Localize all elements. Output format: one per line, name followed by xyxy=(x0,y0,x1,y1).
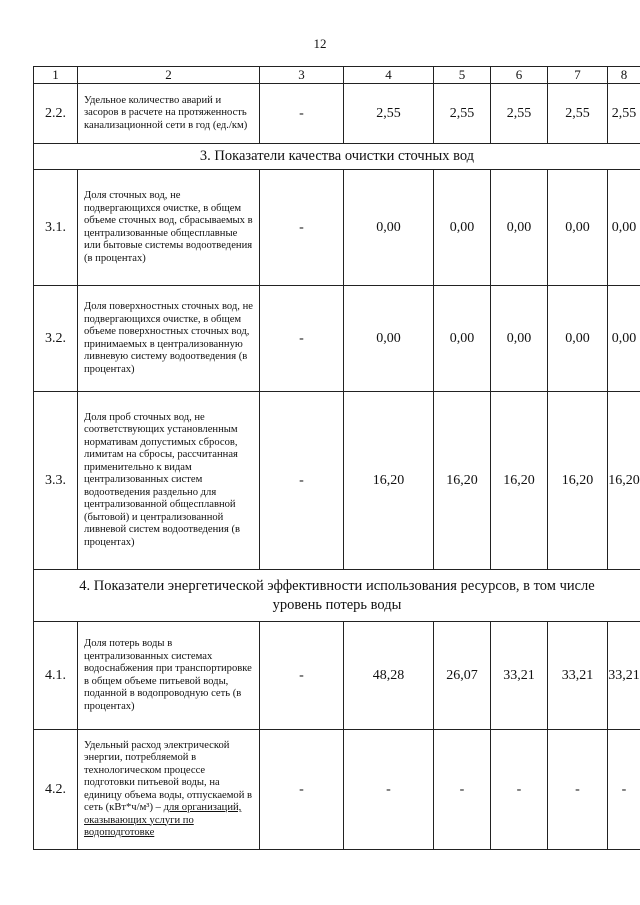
value-cell: 16,20 xyxy=(548,392,608,570)
table-row xyxy=(34,622,640,730)
value-cell: 2,55 xyxy=(344,84,434,144)
value-cell: 33,21 xyxy=(548,622,608,730)
col-header: 2 xyxy=(78,67,260,84)
indicator-name: Удельное количество аварий и засоров в расчете на протяженность канализационной сети в год (ед./км) xyxy=(78,84,260,144)
value-cell: 33,21 xyxy=(491,622,548,730)
value-cell: - xyxy=(434,730,491,850)
value-cell: 0,00 xyxy=(434,170,491,286)
section-title: 4. Показатели энергетической эффективности использования ресурсов, в том числе уровень потерь воды xyxy=(34,570,640,622)
value-cell: 2,55 xyxy=(434,84,491,144)
col-header: 3 xyxy=(260,67,344,84)
column-number-row xyxy=(34,67,640,84)
value-cell: 33,21 xyxy=(608,622,640,730)
value-cell: 0,00 xyxy=(491,286,548,392)
row-number: 4.1. xyxy=(34,622,78,730)
value-cell: 0,00 xyxy=(548,286,608,392)
indicator-name: Доля сточных вод, не подвергающихся очистке, в общем объеме сточных вод, сбрасываемых в централизованные общесплавные или бытовые системы водоотведения (в процентах) xyxy=(78,170,260,286)
value-cell: 26,07 xyxy=(434,622,491,730)
value-cell: 48,28 xyxy=(344,622,434,730)
value-cell: 2,55 xyxy=(548,84,608,144)
value-cell: 16,20 xyxy=(434,392,491,570)
row-number: 4.2. xyxy=(34,730,78,850)
col-header: 7 xyxy=(548,67,608,84)
col-header: 4 xyxy=(344,67,434,84)
row-number: 3.3. xyxy=(34,392,78,570)
cell-col3: - xyxy=(260,622,344,730)
section-row xyxy=(34,570,640,622)
value-cell: - xyxy=(344,730,434,850)
value-cell: 16,20 xyxy=(344,392,434,570)
indicator-name-text: Удельный расход электрической энергии, потребляемой в технологическом процессе подготовки питьевой воды, на единицу объема воды, отпускаемой в сеть (кВт*ч/м³) – xyxy=(84,739,253,813)
value-cell: 0,00 xyxy=(344,286,434,392)
value-cell: - xyxy=(608,730,640,850)
cell-col3: - xyxy=(260,286,344,392)
value-cell: 0,00 xyxy=(491,170,548,286)
indicator-name: Доля потерь воды в централизованных системах водоснабжения при транспортировке в общем объеме питьевой воды, поданной в водопроводную сеть (в процентах) xyxy=(78,622,260,730)
value-cell: - xyxy=(491,730,548,850)
cell-col3: - xyxy=(260,392,344,570)
table-row xyxy=(34,392,640,570)
indicator-name xyxy=(78,730,260,850)
col-header: 6 xyxy=(491,67,548,84)
cell-col3: - xyxy=(260,170,344,286)
value-cell: 0,00 xyxy=(608,286,640,392)
row-number: 3.2. xyxy=(34,286,78,392)
value-cell: 16,20 xyxy=(608,392,640,570)
indicator-name: Доля поверхностных сточных вод, не подвергающихся очистке, в общем объеме поверхностных сточных вод, принимаемых в централизованную ливневую систему водоотведения (в процентах) xyxy=(78,286,260,392)
page-number: 12 xyxy=(313,36,327,51)
indicators-table xyxy=(33,66,640,850)
table-row xyxy=(34,84,640,144)
value-cell: - xyxy=(548,730,608,850)
indicator-name-underlined: для организаций, оказывающих услуги по водоподготовке xyxy=(84,802,242,838)
value-cell: 16,20 xyxy=(491,392,548,570)
row-number: 2.2. xyxy=(34,84,78,144)
value-cell: 0,00 xyxy=(344,170,434,286)
row-number: 3.1. xyxy=(34,170,78,286)
value-cell: 0,00 xyxy=(548,170,608,286)
section-row xyxy=(34,144,640,170)
cell-col3: - xyxy=(260,730,344,850)
value-cell: 0,00 xyxy=(434,286,491,392)
value-cell: 2,55 xyxy=(608,84,640,144)
value-cell: 0,00 xyxy=(608,170,640,286)
table-row xyxy=(34,286,640,392)
cell-col3: - xyxy=(260,84,344,144)
table-row xyxy=(34,170,640,286)
value-cell: 2,55 xyxy=(491,84,548,144)
indicator-name: Доля проб сточных вод, не соответствующих установленным нормативам допустимых сбросов, лимитам на сбросы, рассчитанная применительно к видам централизованных систем водоотведения раздельно для централизованной общесплавной (бытовой) и централизованной ливневой систем водоотведения (в процентах) xyxy=(78,392,260,570)
table-row xyxy=(34,730,640,850)
col-header: 5 xyxy=(434,67,491,84)
col-header: 1 xyxy=(34,67,78,84)
col-header: 8 xyxy=(608,67,640,84)
section-title: 3. Показатели качества очистки сточных вод xyxy=(34,144,640,170)
